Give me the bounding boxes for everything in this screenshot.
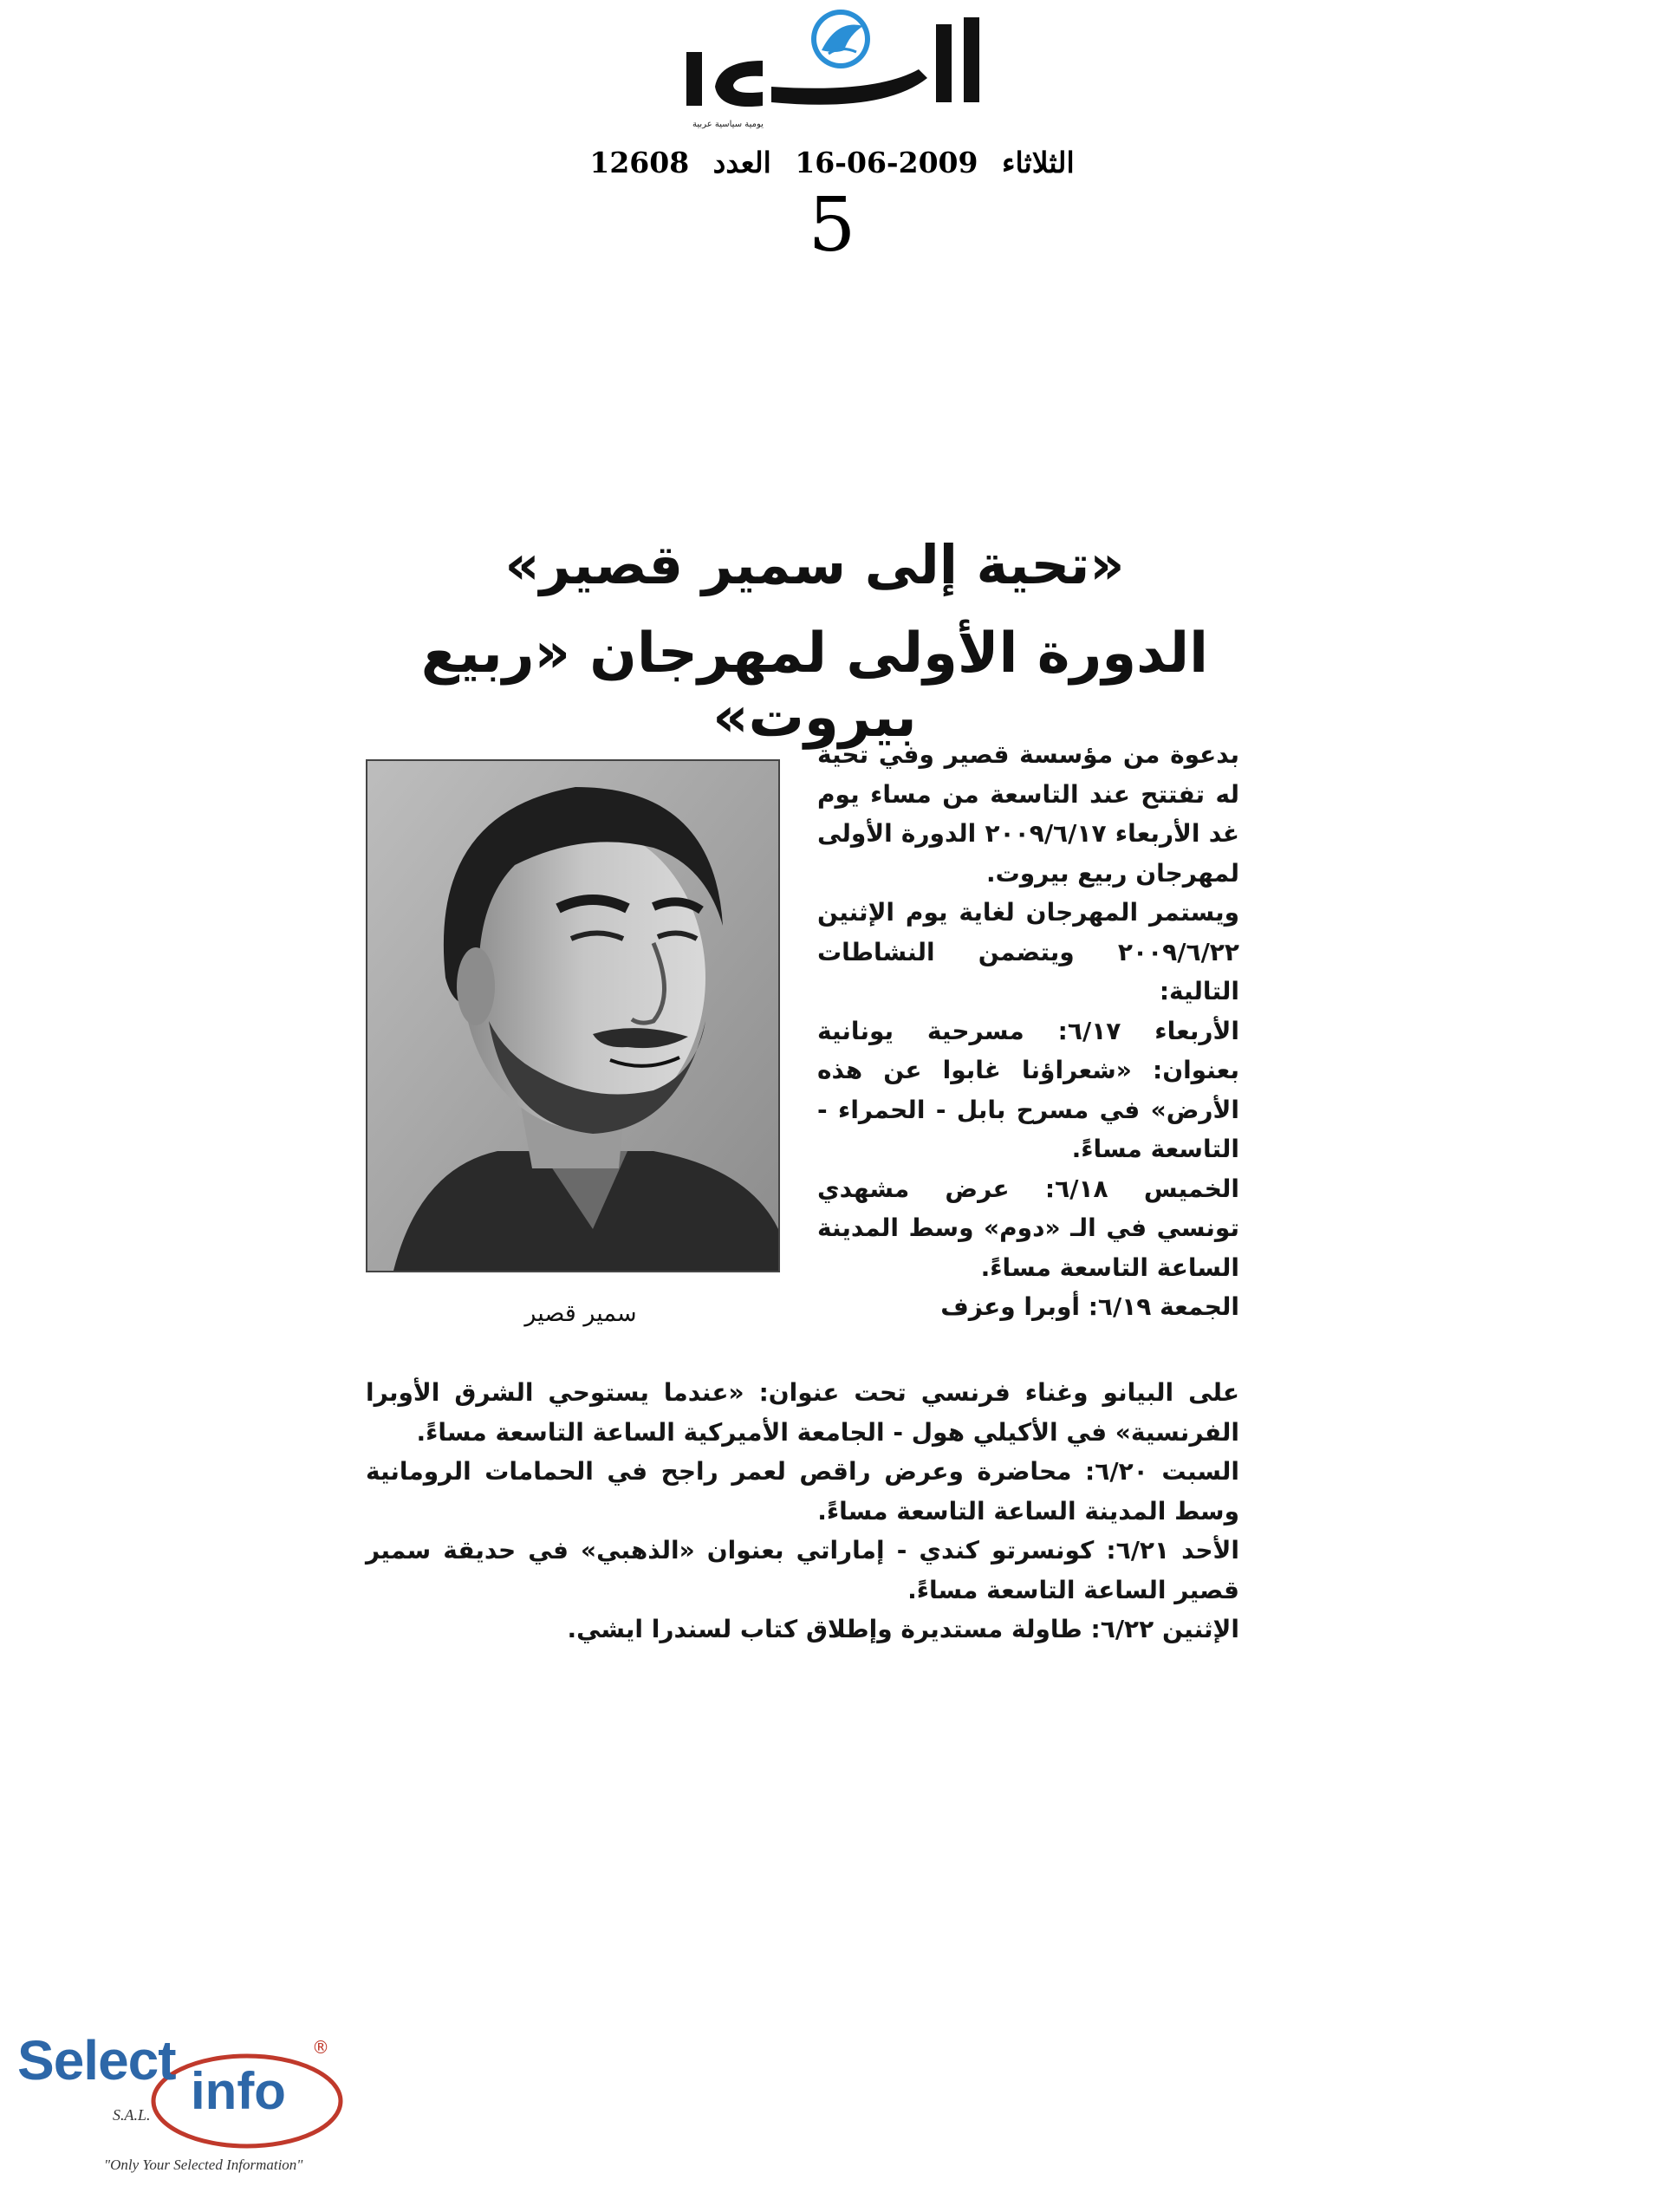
article-paragraph: الخميس ٦/١٨: عرض مشهدي تونسي في الـ «دوم» وسط المدينة الساعة التاسعة مساءً. [817,1174,1239,1282]
article-column [817,735,1239,1327]
newspaper-masthead [667,0,997,139]
article-paragraph: بدعوة من مؤسسة قصير وفي تحية له تفتتح عند التاسعة من مساء يوم غد الأربعاء ٢٠٠٩/٦/١٧ الدورة الأولى لمهرجان ربيع بيروت. [817,740,1240,888]
article-paragraph: على البيانو وغناء فرنسي تحت عنوان: «عندما يستوحي الشرق الأوبرا الفرنسية» في الأكيلي هول - الجامعة الأميركية الساعة التاسعة مساءً. [366,1378,1239,1447]
masthead-logo [667,0,997,121]
article-paragraph: السبت ٦/٢٠: محاضرة وعرض راقص لعمر راجح في الحمامات الرومانية وسط المدينة الساعة التاسعة مساءً. [366,1457,1240,1526]
photo-caption: سمير قصير [524,1300,637,1327]
article-paragraph: الأحد ٦/٢١: كونسرتو كندي - إماراتي بعنوان «الذهبي» في حديقة سمير قصير الساعة التاسعة مساءً. [366,1536,1239,1604]
masthead-tagline: يومية سياسية عربية [692,120,764,129]
article-title-line2: الدورة الأولى لمهرجان «ربيع بيروت» [420,621,1209,750]
article-paragraph: الجمعة ٦/١٩: أوبرا وعزف [940,1292,1239,1321]
article-title-line1: «تحية إلى سمير قصير» [504,533,1125,596]
logo-select-text: Select [17,2029,176,2092]
selectinfo-logo [17,2028,347,2202]
article-paragraph: ويستمر المهرجان لغاية يوم الإثنين ٢٠٠٩/٦/٢٢ ويتضمن النشاطات التالية: [817,898,1239,1005]
logo-sal-text: S.A.L. [113,2106,151,2124]
logo-info-text: info [191,2062,286,2120]
logo-slogan: "Only Your Selected Information" [104,2157,303,2173]
dateline-day: الثلاثاء [1001,146,1075,179]
dateline-issue-label: العدد [712,146,771,179]
registered-mark: ® [312,2037,329,2058]
page-number: 5 [808,182,856,269]
dateline-issue-number: 12608 [589,146,690,179]
portrait-illustration [367,761,778,1271]
article-body-full [366,1373,1239,1649]
article-paragraph: الأربعاء ٦/١٧: مسرحية يونانية بعنوان: «شعراؤنا غابوا عن هذه الأرض» في مسرح بابل - الحمراء - التاسعة مساءً. [817,1016,1239,1163]
article-paragraph: الإثنين ٦/٢٢: طاولة مستديرة وإطلاق كتاب لسندرا ايشي. [567,1615,1239,1643]
dateline [520,146,1144,179]
portrait-photo [366,759,780,1272]
dateline-date: 2009-06-16 [795,146,978,179]
